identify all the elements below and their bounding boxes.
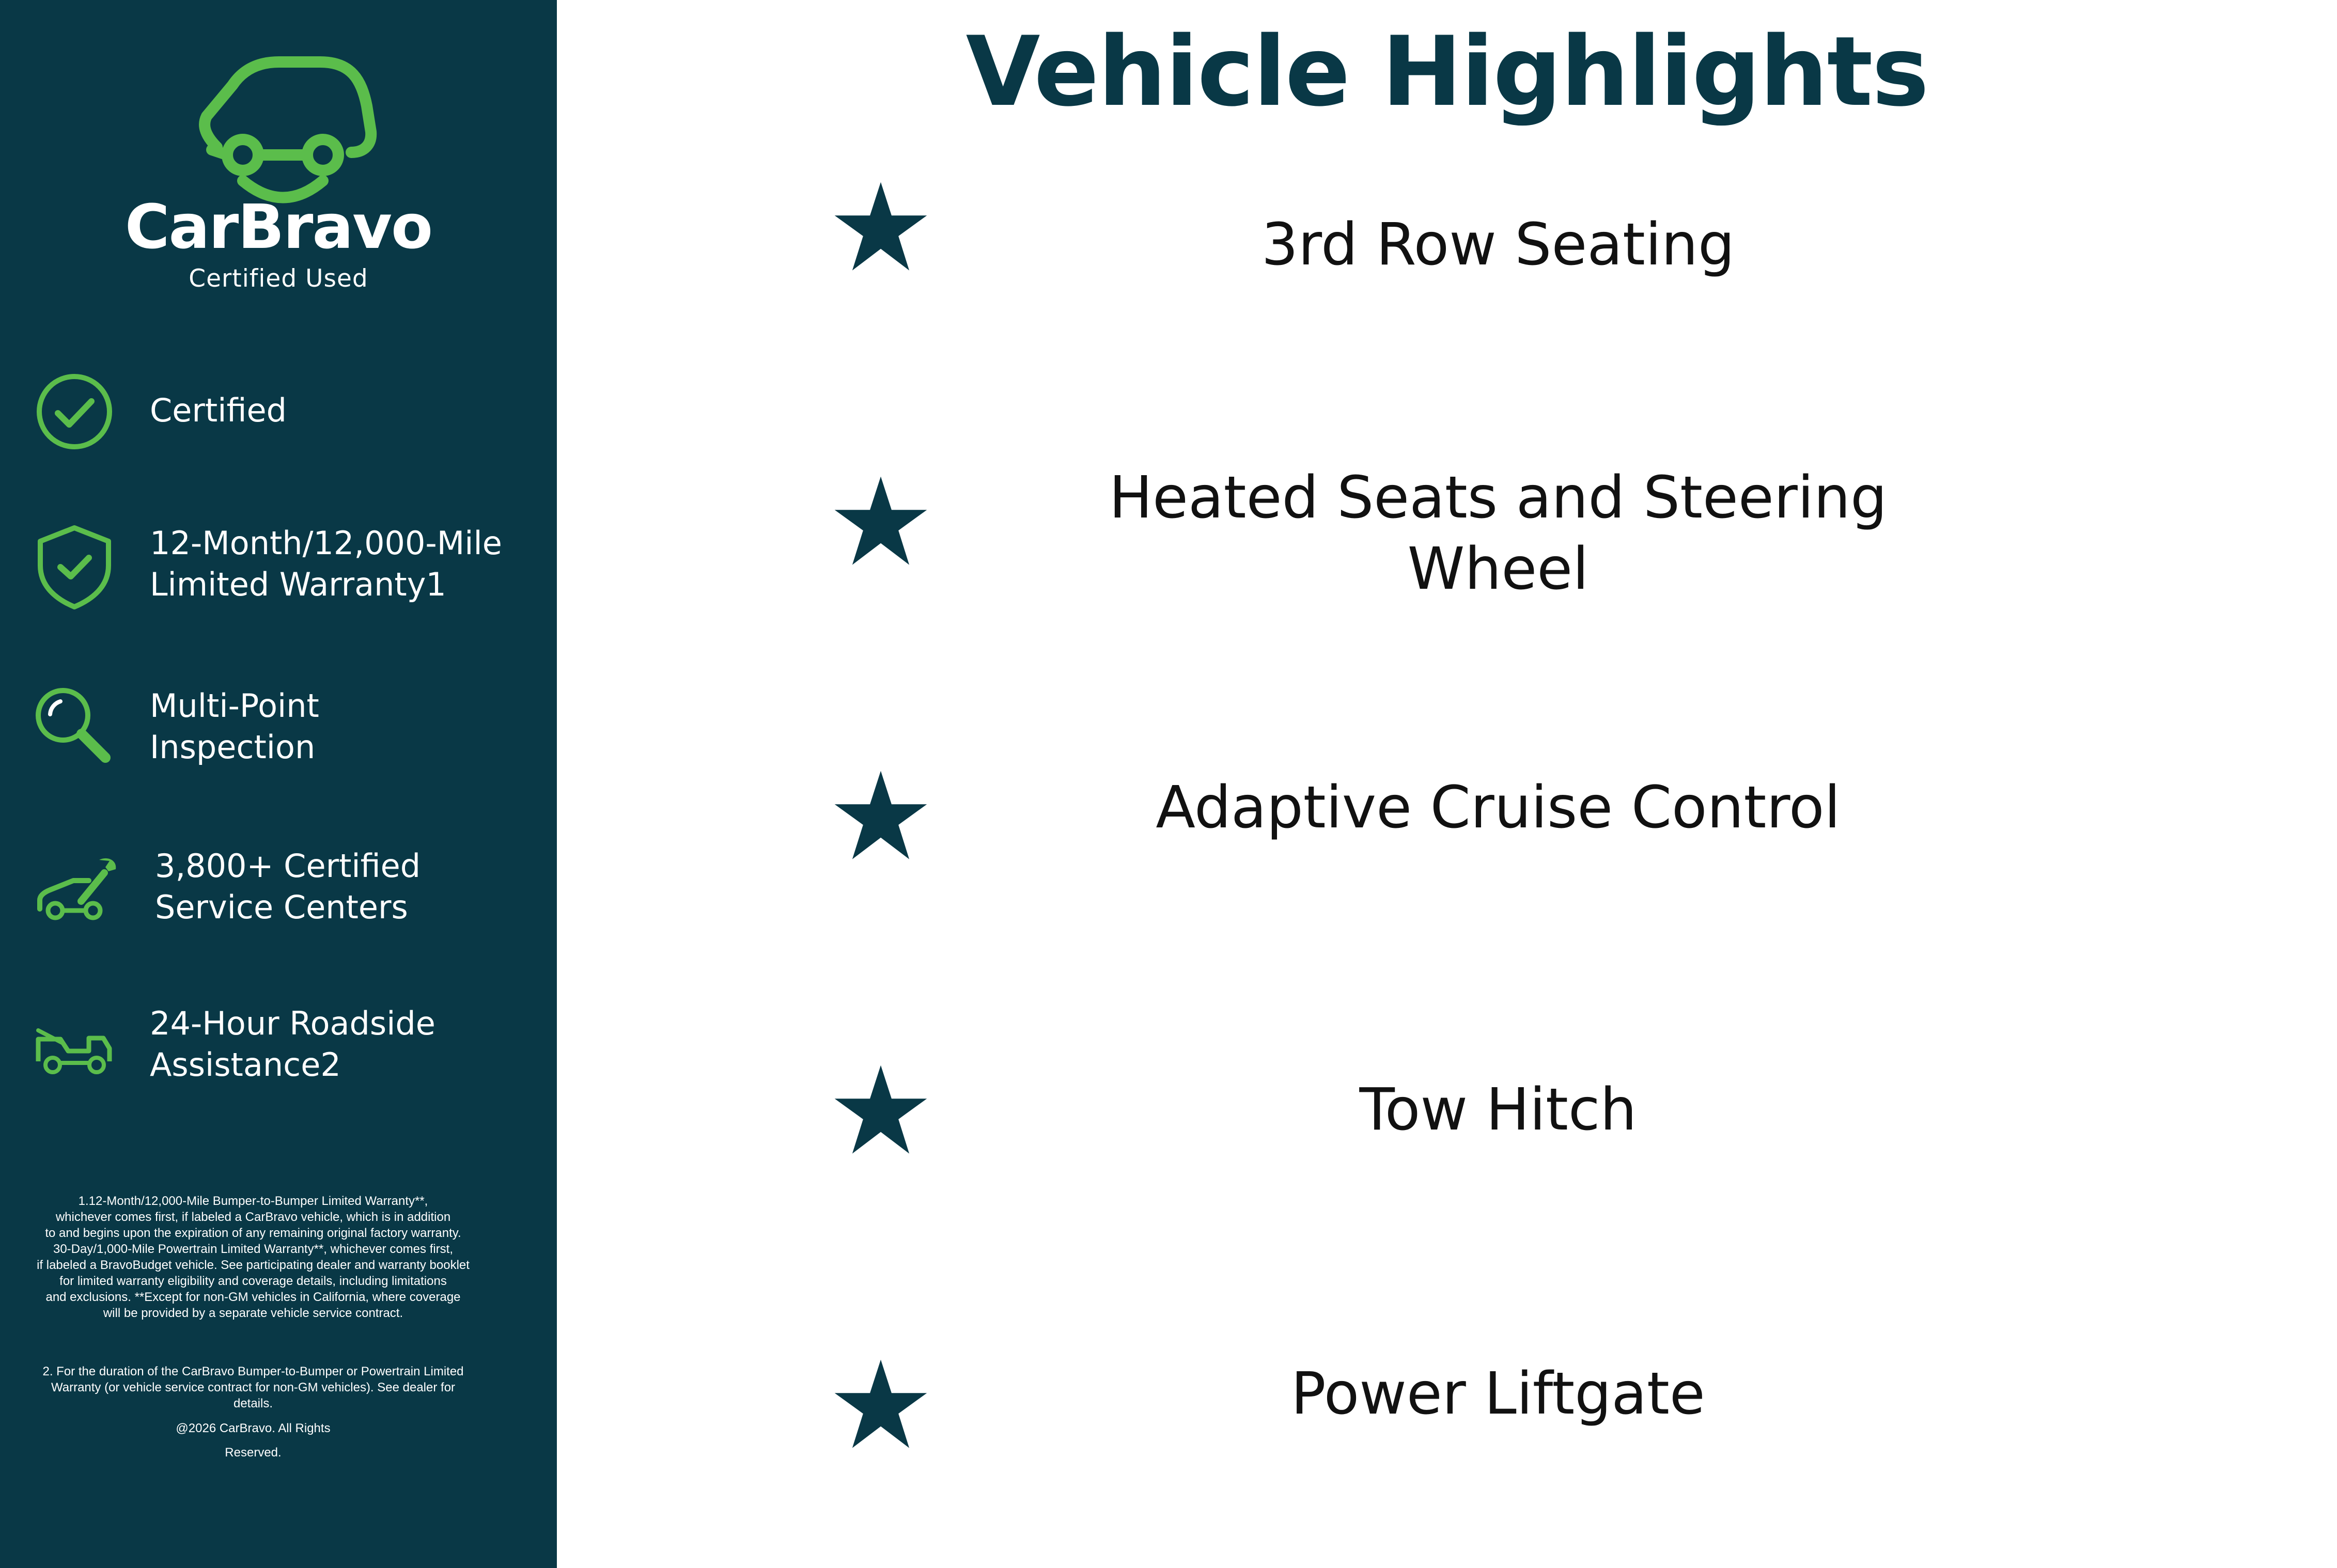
copyright-line: Reserved. — [225, 1446, 282, 1460]
star-icon — [832, 1356, 930, 1454]
star-icon — [832, 767, 930, 865]
feature-inspection — [0, 679, 557, 793]
disclaimer-line: Warranty (or vehicle service contract for non-GM vehicles). See dealer for — [51, 1381, 456, 1394]
brand-name: CarBravo — [124, 191, 432, 262]
feature-label: Inspection — [150, 728, 316, 766]
feature-roadside — [0, 997, 557, 1110]
copyright — [10, 1420, 496, 1436]
star-icon — [832, 1061, 930, 1159]
feature-certified — [0, 362, 557, 475]
disclaimer-line: and exclusions. **Except for non-GM vehicles in California, where coverage — [45, 1290, 461, 1304]
disclaimer-line: will be provided by a separate vehicle service contract. — [103, 1306, 403, 1320]
feature-label: Multi-Point — [150, 687, 319, 725]
star-icon — [832, 473, 930, 571]
feature-label: 3,800+ Certified — [155, 847, 421, 885]
feature-service-centers — [0, 839, 557, 953]
feature-warranty — [0, 516, 557, 630]
disclaimer-line: if labeled a BravoBudget vehicle. See participating dealer and warranty booklet — [37, 1258, 470, 1272]
magnifier-icon — [32, 684, 120, 772]
highlight-item: Adaptive Cruise Control — [1156, 774, 1841, 841]
highlight-item: Heated Seats and Steering — [1109, 464, 1888, 531]
disclaimer-line: 2. For the duration of the CarBravo Bumper-to-Bumper or Powertrain Limited — [42, 1365, 464, 1378]
copyright-line: @2026 CarBravo. All Rights — [176, 1421, 331, 1435]
feature-label: Limited Warranty1 — [150, 566, 446, 603]
feature-label: Service Centers — [155, 888, 408, 926]
highlight-item: Tow Hitch — [1359, 1076, 1637, 1143]
feature-label: 12-Month/12,000-Mile — [150, 524, 502, 562]
highlight-item: Wheel — [1407, 536, 1589, 603]
disclaimer-line: for limited warranty eligibility and coverage details, including limitations — [59, 1274, 447, 1288]
highlight-item: Power Liftgate — [1291, 1360, 1705, 1428]
disclaimer-warranty — [10, 1193, 496, 1321]
feature-label: 24-Hour Roadside — [150, 1005, 435, 1042]
car-wrench-icon — [32, 844, 120, 932]
brand-subtitle: Certified Used — [189, 264, 368, 293]
highlight-item: 3rd Row Seating — [1261, 211, 1735, 278]
disclaimer-line: to and begins upon the expiration of any remaining original factory warranty. — [45, 1226, 461, 1240]
star-icon — [832, 178, 930, 276]
disclaimer-line: whichever comes first, if labeled a CarBravo vehicle, which is in addition — [55, 1210, 451, 1224]
disclaimer-line: details. — [233, 1397, 273, 1410]
disclaimer-line: 30-Day/1,000-Mile Powertrain Limited Warranty**, whichever comes first, — [53, 1242, 454, 1256]
copyright — [10, 1445, 496, 1461]
sidebar — [0, 0, 557, 1568]
page-title: Vehicle Highlights — [965, 15, 1928, 128]
feature-label: Certified — [150, 391, 287, 429]
check-circle-icon — [32, 369, 120, 457]
feature-label: Assistance2 — [150, 1046, 341, 1084]
disclaimer-roadside — [10, 1363, 496, 1412]
disclaimer-line: 1.12-Month/12,000-Mile Bumper-to-Bumper Limited Warranty**, — [78, 1194, 428, 1208]
tow-truck-icon — [32, 1002, 120, 1090]
shield-check-icon — [32, 522, 120, 609]
